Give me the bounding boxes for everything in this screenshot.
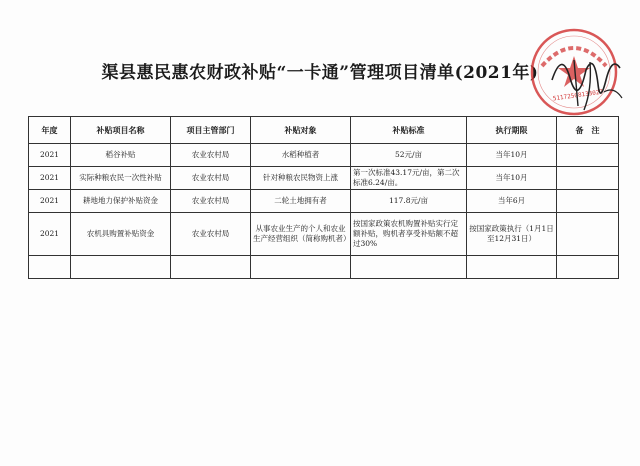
cell-year: 2021 [29, 190, 71, 213]
cell-year: 2021 [29, 167, 71, 190]
cell-year: 2021 [29, 213, 71, 256]
header-name: 补贴项目名称 [71, 117, 171, 144]
subsidy-table [28, 116, 619, 279]
cell-note [557, 213, 619, 256]
header-dept: 项目主管部门 [171, 117, 251, 144]
table-header-row [29, 117, 619, 144]
cell-empty [29, 256, 71, 279]
cell-note [557, 190, 619, 213]
cell-name: 稻谷补贴 [71, 144, 171, 167]
cell-target: 从事农业生产的个人和农业生产经营组织（简称购机者） [251, 213, 351, 256]
cell-dept: 农业农村局 [171, 190, 251, 213]
table-row [29, 213, 619, 256]
cell-period: 当年6月 [467, 190, 557, 213]
cell-standard: 按国家政策农机购置补贴实行定额补贴，购机者享受补贴额不超过30% [351, 213, 467, 256]
header-year: 年度 [29, 117, 71, 144]
table-row [29, 167, 619, 190]
seal-number: 51172508133027 [552, 88, 604, 103]
cell-standard: 52元/亩 [351, 144, 467, 167]
cell-name: 农机具购置补贴资金 [71, 213, 171, 256]
cell-dept: 农业农村局 [171, 213, 251, 256]
cell-target: 水稻种植者 [251, 144, 351, 167]
cell-name: 实际种粮农民一次性补贴 [71, 167, 171, 190]
cell-empty [251, 256, 351, 279]
table-row [29, 144, 619, 167]
cell-empty [171, 256, 251, 279]
cell-period: 当年10月 [467, 144, 557, 167]
cell-note [557, 167, 619, 190]
cell-empty [71, 256, 171, 279]
cell-empty [557, 256, 619, 279]
cell-standard: 117.8元/亩 [351, 190, 467, 213]
cell-year: 2021 [29, 144, 71, 167]
cell-name: 耕地地力保护补贴资金 [71, 190, 171, 213]
header-period: 执行期限 [467, 117, 557, 144]
cell-period: 按国家政策执行（1月1日至12月31日） [467, 213, 557, 256]
cell-target: 针对种粮农民物资上涨 [251, 167, 351, 190]
header-note: 备 注 [557, 117, 619, 144]
cell-empty [351, 256, 467, 279]
cell-empty [467, 256, 557, 279]
cell-period: 当年10月 [467, 167, 557, 190]
table-row [29, 190, 619, 213]
header-target: 补贴对象 [251, 117, 351, 144]
cell-note [557, 144, 619, 167]
cell-target: 二轮土地拥有者 [251, 190, 351, 213]
header-standard: 补贴标准 [351, 117, 467, 144]
cell-standard: 第一次标准43.17元/亩，第二次标准6.24/亩。 [351, 167, 467, 190]
document-title: 渠县惠民惠农财政补贴“一卡通”管理项目清单(2021年) [101, 63, 539, 83]
handwritten-signature-icon [548, 40, 628, 118]
cell-dept: 农业农村局 [171, 144, 251, 167]
cell-dept: 农业农村局 [171, 167, 251, 190]
table-row-empty [29, 256, 619, 279]
